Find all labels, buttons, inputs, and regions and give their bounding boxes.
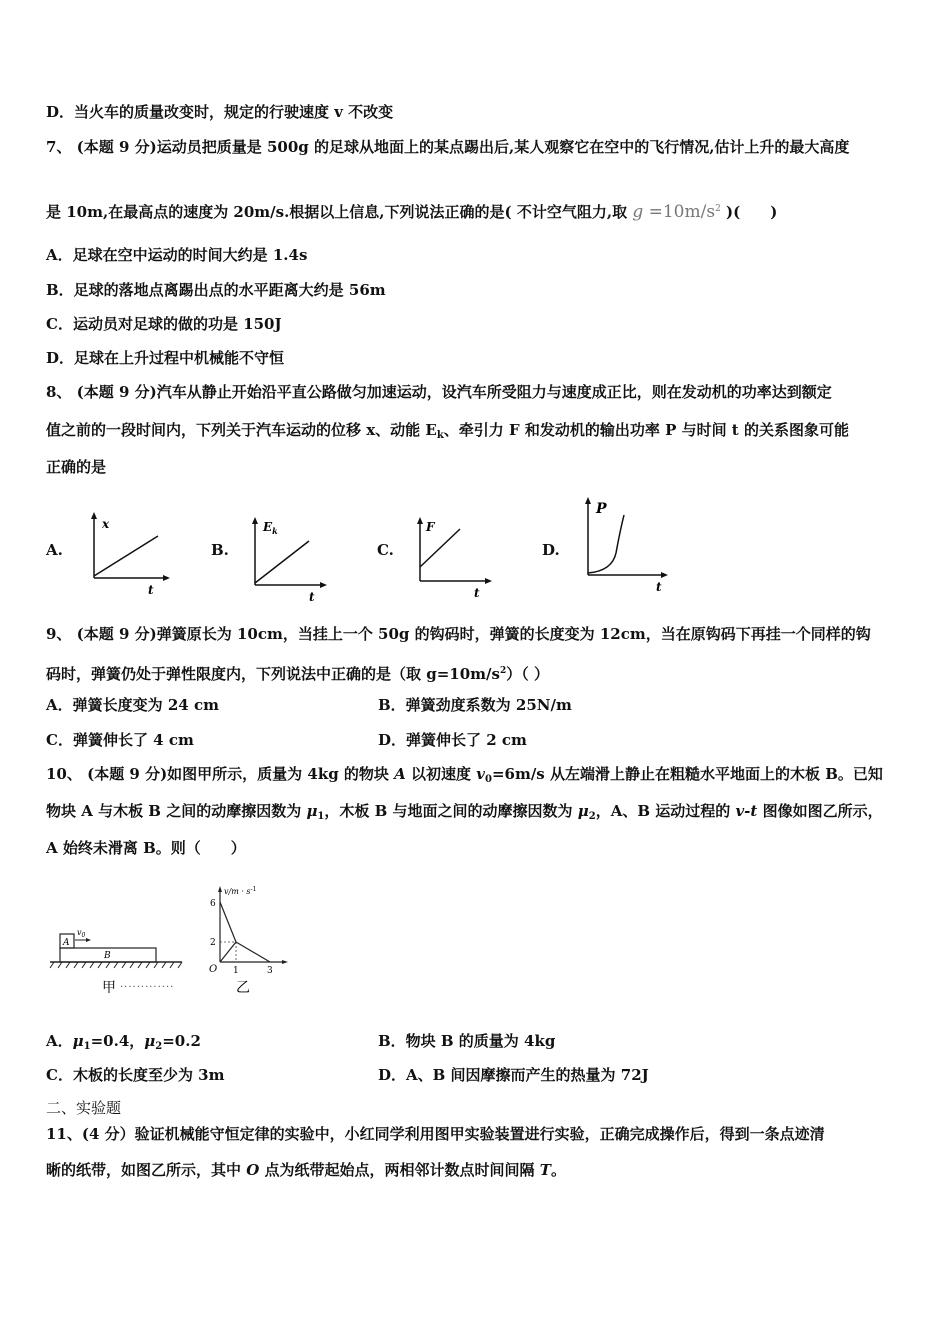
vt-x-arrow xyxy=(282,960,288,964)
x-axis-arrow xyxy=(485,578,492,584)
velocity-arrowhead xyxy=(86,938,91,942)
q7-option-d: D．足球在上升过程中机械能不守恒 xyxy=(46,349,285,367)
vt-y-arrow xyxy=(218,886,222,892)
vt-tick-6: 6 xyxy=(210,899,216,909)
q9-option-d: D．弹簧伸长了 2 cm xyxy=(378,731,527,749)
q10-stem-line1: 10、 (本题 9 分)如图甲所示，质量为 4kg 的物块 A 以初速度 $v_0=6m/s$ 从左端滑上静止在粗糙水平地面上的木板 B。已知 xyxy=(46,765,883,785)
q8-option-b-label: B. xyxy=(211,541,229,559)
q11-stem-line2: 晰的纸带，如图乙所示，其中 O 点为纸带起始点，两相邻计数点时间间隔 T。 xyxy=(46,1161,566,1179)
x-axis-arrow xyxy=(661,572,668,578)
y-axis-arrow xyxy=(252,517,258,524)
q9-option-a: A．弹簧长度变为 24 cm xyxy=(46,696,219,714)
graph-ek-t xyxy=(243,515,333,605)
ground-hatching xyxy=(50,962,182,968)
graph-x-t xyxy=(82,510,172,600)
q10-option-d: D．A、B 间因摩擦而产生的热量为 72J xyxy=(378,1066,649,1084)
curve-line xyxy=(94,536,158,576)
axis-label-ek: $E_k$ xyxy=(263,520,278,536)
vt-tick-2: 2 xyxy=(210,938,216,948)
q8-stem-line1: 8、 (本题 9 分)汽车从静止开始沿平直公路做匀加速运动，设汽车所受阻力与速度成正比，则在发动机的功率达到额定 xyxy=(46,383,832,401)
caption-jia: 甲 xyxy=(102,980,116,996)
v0-label: $v_0$ xyxy=(77,928,86,939)
vt-line-a xyxy=(220,902,236,942)
x-axis-arrow xyxy=(163,575,170,581)
q7-stem-line1: 7、 (本题 9 分)运动员把质量是 500g 的足球从地面上的某点踢出后,某人观察它在空中的飞行情况,估计上升的最大高度 xyxy=(46,138,850,156)
q9-stem-line2: 码时，弹簧仍处于弹性限度内，下列说法中正确的是（取 $g=10m/s^2$）（ ） xyxy=(46,665,549,683)
board-b-label: B xyxy=(104,951,111,961)
q11-stem-line1: 11、(4 分）验证机械能守恒定律的实验中，小红同学利用图甲实验装置进行实验，正确完成操作后，得到一条点迹清 xyxy=(46,1125,825,1143)
q7-option-a: A．足球在空中运动的时间大约是 1.4s xyxy=(46,246,308,264)
axis-label-p: P xyxy=(596,501,607,517)
q7-answer-blank: )( ) xyxy=(726,203,778,221)
q7-option-b: B．足球的落地点离踢出点的水平距离大约是 56m xyxy=(46,281,386,299)
curve-line xyxy=(588,515,624,573)
vt-axis-label: $v/m \cdot s^{-1}$ xyxy=(224,886,257,896)
caption-yi: 乙 xyxy=(236,980,250,996)
block-a-label: A xyxy=(63,938,70,948)
q8-option-d-label: D. xyxy=(542,541,560,559)
vt-line-common xyxy=(236,942,270,962)
caption-dots: ············· xyxy=(120,982,175,993)
q10-stem-line2: 物块 A 与木板 B 之间的动摩擦因数为 $\mu_1$，木板 B 与地面之间的动摩擦因数为 $\mu_2$，A、B 运动过程的 v-t 图像如图乙所示， xyxy=(46,802,883,822)
axis-label-t: t xyxy=(309,590,315,604)
x-axis-arrow xyxy=(320,582,327,588)
q7-stem-line2 xyxy=(46,199,777,222)
vt-tick-1: 1 xyxy=(233,966,239,976)
y-axis-arrow xyxy=(417,517,423,524)
vt-tick-3: 3 xyxy=(267,966,273,976)
q8-stem-line3: 正确的是 xyxy=(46,458,107,476)
q9-option-c: C．弹簧伸长了 4 cm xyxy=(46,731,194,749)
q10-option-a: A．$\mu_1=0.4$，$\mu_2=0.2$ xyxy=(46,1032,201,1052)
y-axis-arrow xyxy=(585,497,591,504)
vt-line-b xyxy=(220,942,236,962)
q8-stem-line2: 值之前的一段时间内，下列关于汽车运动的位移 x、动能 $E_k$、牵引力 F 和发动机的输出功率 P 与时间 t 的关系图象可能 xyxy=(46,421,849,441)
graph-p-t xyxy=(576,495,676,600)
q6-option-d xyxy=(46,102,393,122)
q8-option-c-label: C. xyxy=(377,541,394,559)
axis-label-x: x xyxy=(102,517,110,531)
axis-label-t: t xyxy=(148,583,154,597)
q7-stem-text: 是 10m,在最高点的速度为 20m/s.根据以上信息,下列说法正确的是( 不计空气阻力,取 xyxy=(46,203,628,221)
q10-stem-line3: A 始终未滑离 B。则（ ） xyxy=(46,839,246,857)
q10-option-b: B．物块 B 的质量为 4kg xyxy=(378,1032,556,1050)
q9-stem-line1: 9、 (本题 9 分)弹簧原长为 10cm，当挂上一个 50g 的钩码时，弹簧的长度变为 12cm，当在原钩码下再挂一个同样的钩 xyxy=(46,625,871,643)
q8-option-a-label: A. xyxy=(46,541,63,559)
graph-f-t xyxy=(408,515,498,605)
q10-figure xyxy=(46,882,296,1002)
section-heading: 二、实验题 xyxy=(46,1099,122,1117)
axis-label-f: F xyxy=(426,520,435,534)
q9-option-b: B．弹簧劲度系数为 25N/m xyxy=(378,696,572,714)
q6-option-d-text: D．当火车的质量改变时，规定的行驶速度 v 不改变 xyxy=(46,103,394,121)
axis-label-t: t xyxy=(474,586,480,600)
y-axis-arrow xyxy=(91,512,97,519)
curve-line xyxy=(255,541,309,583)
curve-line xyxy=(420,529,460,567)
axis-label-t: t xyxy=(656,580,662,594)
q7-option-c: C．运动员对足球的做的功是 150J xyxy=(46,315,282,333)
q10-option-c: C．木板的长度至少为 3m xyxy=(46,1066,225,1084)
vt-origin: O xyxy=(209,964,218,975)
gravity-formula: $g =10m/s^2$ xyxy=(632,202,721,222)
